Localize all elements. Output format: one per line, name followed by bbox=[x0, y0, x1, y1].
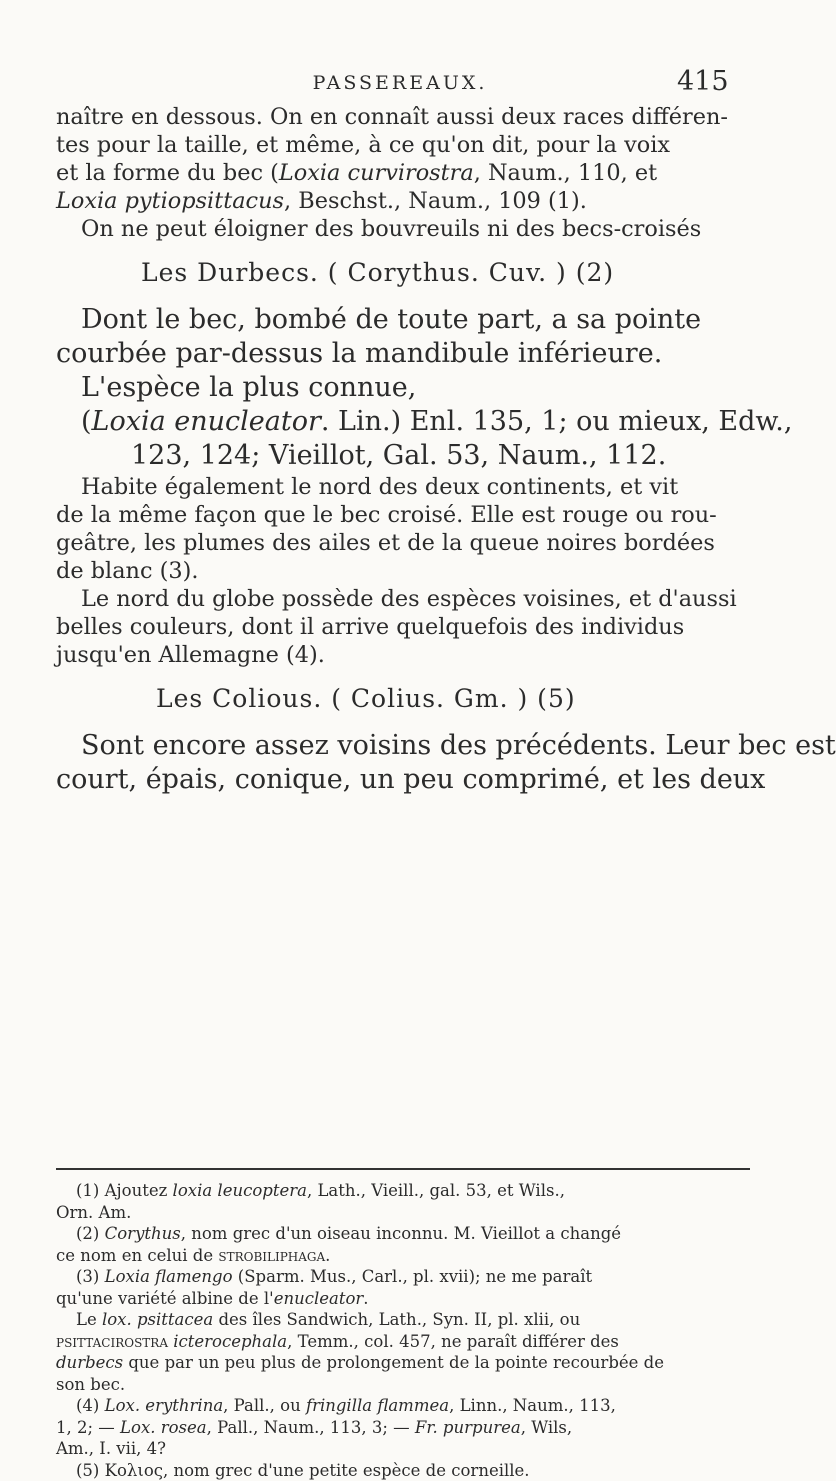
footnote-3: (3) Loxia flamengo (Sparm. Mus., Carl., pl. xvii); ne me paraît bbox=[56, 1266, 750, 1288]
text-line: belles couleurs, dont il arrive quelquefois des individus bbox=[56, 613, 750, 641]
text-line: courbée par-dessus la mandibule inférieure. bbox=[56, 337, 750, 371]
footnote-3-cont: durbecs que par un peu plus de prolongement de la pointe recourbée de bbox=[56, 1352, 750, 1374]
section-title-durbecs: Les Durbecs. ( Corythus. Cuv. ) (2) bbox=[56, 243, 750, 287]
text-line: L'espèce la plus connue, bbox=[56, 371, 750, 405]
running-head: PASSEREAUX. bbox=[250, 72, 550, 94]
footnote-2-cont: ce nom en celui de strobiliphaga. bbox=[56, 1245, 750, 1267]
text-line: de la même façon que le bec croisé. Elle est rouge ou rou- bbox=[56, 501, 750, 529]
text-line: naître en dessous. On en connaît aussi deux races différen- bbox=[56, 103, 750, 131]
text-line bbox=[56, 159, 750, 187]
species-name: Loxia enucleator bbox=[92, 406, 321, 437]
text-line: de blanc (3). bbox=[56, 557, 750, 585]
footnote-1: (1) Ajoutez loxia leucoptera, Lath., Vieill., gal. 53, et Wils., bbox=[56, 1180, 750, 1202]
footnote-3-cont: qu'une variété albine de l'enucleator. bbox=[56, 1288, 750, 1310]
citation-line: 123, 124; Vieillot, Gal. 53, Naum., 112. bbox=[56, 439, 750, 473]
footnote-5: (5) Κολιος, nom grec d'une petite espèce de corneille. bbox=[56, 1460, 750, 1481]
footnote-4-cont: 1, 2; — Lox. rosea, Pall., Naum., 113, 3; — Fr. purpurea, Wils, bbox=[56, 1417, 750, 1439]
text-line: court, épais, conique, un peu comprimé, et les deux bbox=[56, 763, 750, 797]
citation-line: (Loxia enucleator. Lin.) Enl. 135, 1; ou mieux, Edw., bbox=[56, 405, 750, 439]
page-number: 415 bbox=[677, 66, 729, 97]
footnote-1-cont: Orn. Am. bbox=[56, 1202, 750, 1224]
text-line: tes pour la taille, et même, à ce qu'on dit, pour la voix bbox=[56, 131, 750, 159]
footnote-3-cont: son bec. bbox=[56, 1374, 750, 1396]
text-line: Le nord du globe possède des espèces voisines, et d'aussi bbox=[56, 585, 750, 613]
footnote-4-cont: Am., I. vii, 4? bbox=[56, 1438, 750, 1460]
text-line: jusqu'en Allemagne (4). bbox=[56, 641, 750, 669]
text-line: geâtre, les plumes des ailes et de la queue noires bordées bbox=[56, 529, 750, 557]
footnote-rule bbox=[56, 1168, 750, 1170]
text-line bbox=[56, 187, 750, 215]
text-line: Sont encore assez voisins des précédents. Leur bec est bbox=[56, 729, 750, 763]
footnote-2: (2) Corythus, nom grec d'un oiseau inconnu. M. Vieillot a changé bbox=[56, 1223, 750, 1245]
species-name: Loxia pytiopsittacus bbox=[56, 188, 284, 214]
text-line: Habite également le nord des deux continents, et vit bbox=[56, 473, 750, 501]
text-span: et la forme du bec ( bbox=[56, 160, 279, 186]
text-line: On ne peut éloigner des bouvreuils ni des becs-croisés bbox=[56, 215, 750, 243]
footnotes bbox=[56, 1180, 750, 1481]
text-span: , Beschst., Naum., 109 (1). bbox=[284, 188, 587, 214]
footnote-3-cont: psittacirostra icterocephala, Temm., col. 457, ne paraît différer des bbox=[56, 1331, 750, 1353]
main-text bbox=[56, 103, 750, 797]
text-line: Dont le bec, bombé de toute part, a sa pointe bbox=[56, 303, 750, 337]
section-title-colious: Les Colious. ( Colius. Gm. ) (5) bbox=[56, 669, 750, 713]
footnote-3-cont: Le lox. psittacea des îles Sandwich, Lath., Syn. II, pl. xlii, ou bbox=[56, 1309, 750, 1331]
species-name: Loxia curvirostra bbox=[279, 160, 474, 186]
text-span: , Naum., 110, et bbox=[474, 160, 657, 186]
footnote-4: (4) Lox. erythrina, Pall., ou fringilla flammea, Linn., Naum., 113, bbox=[56, 1395, 750, 1417]
